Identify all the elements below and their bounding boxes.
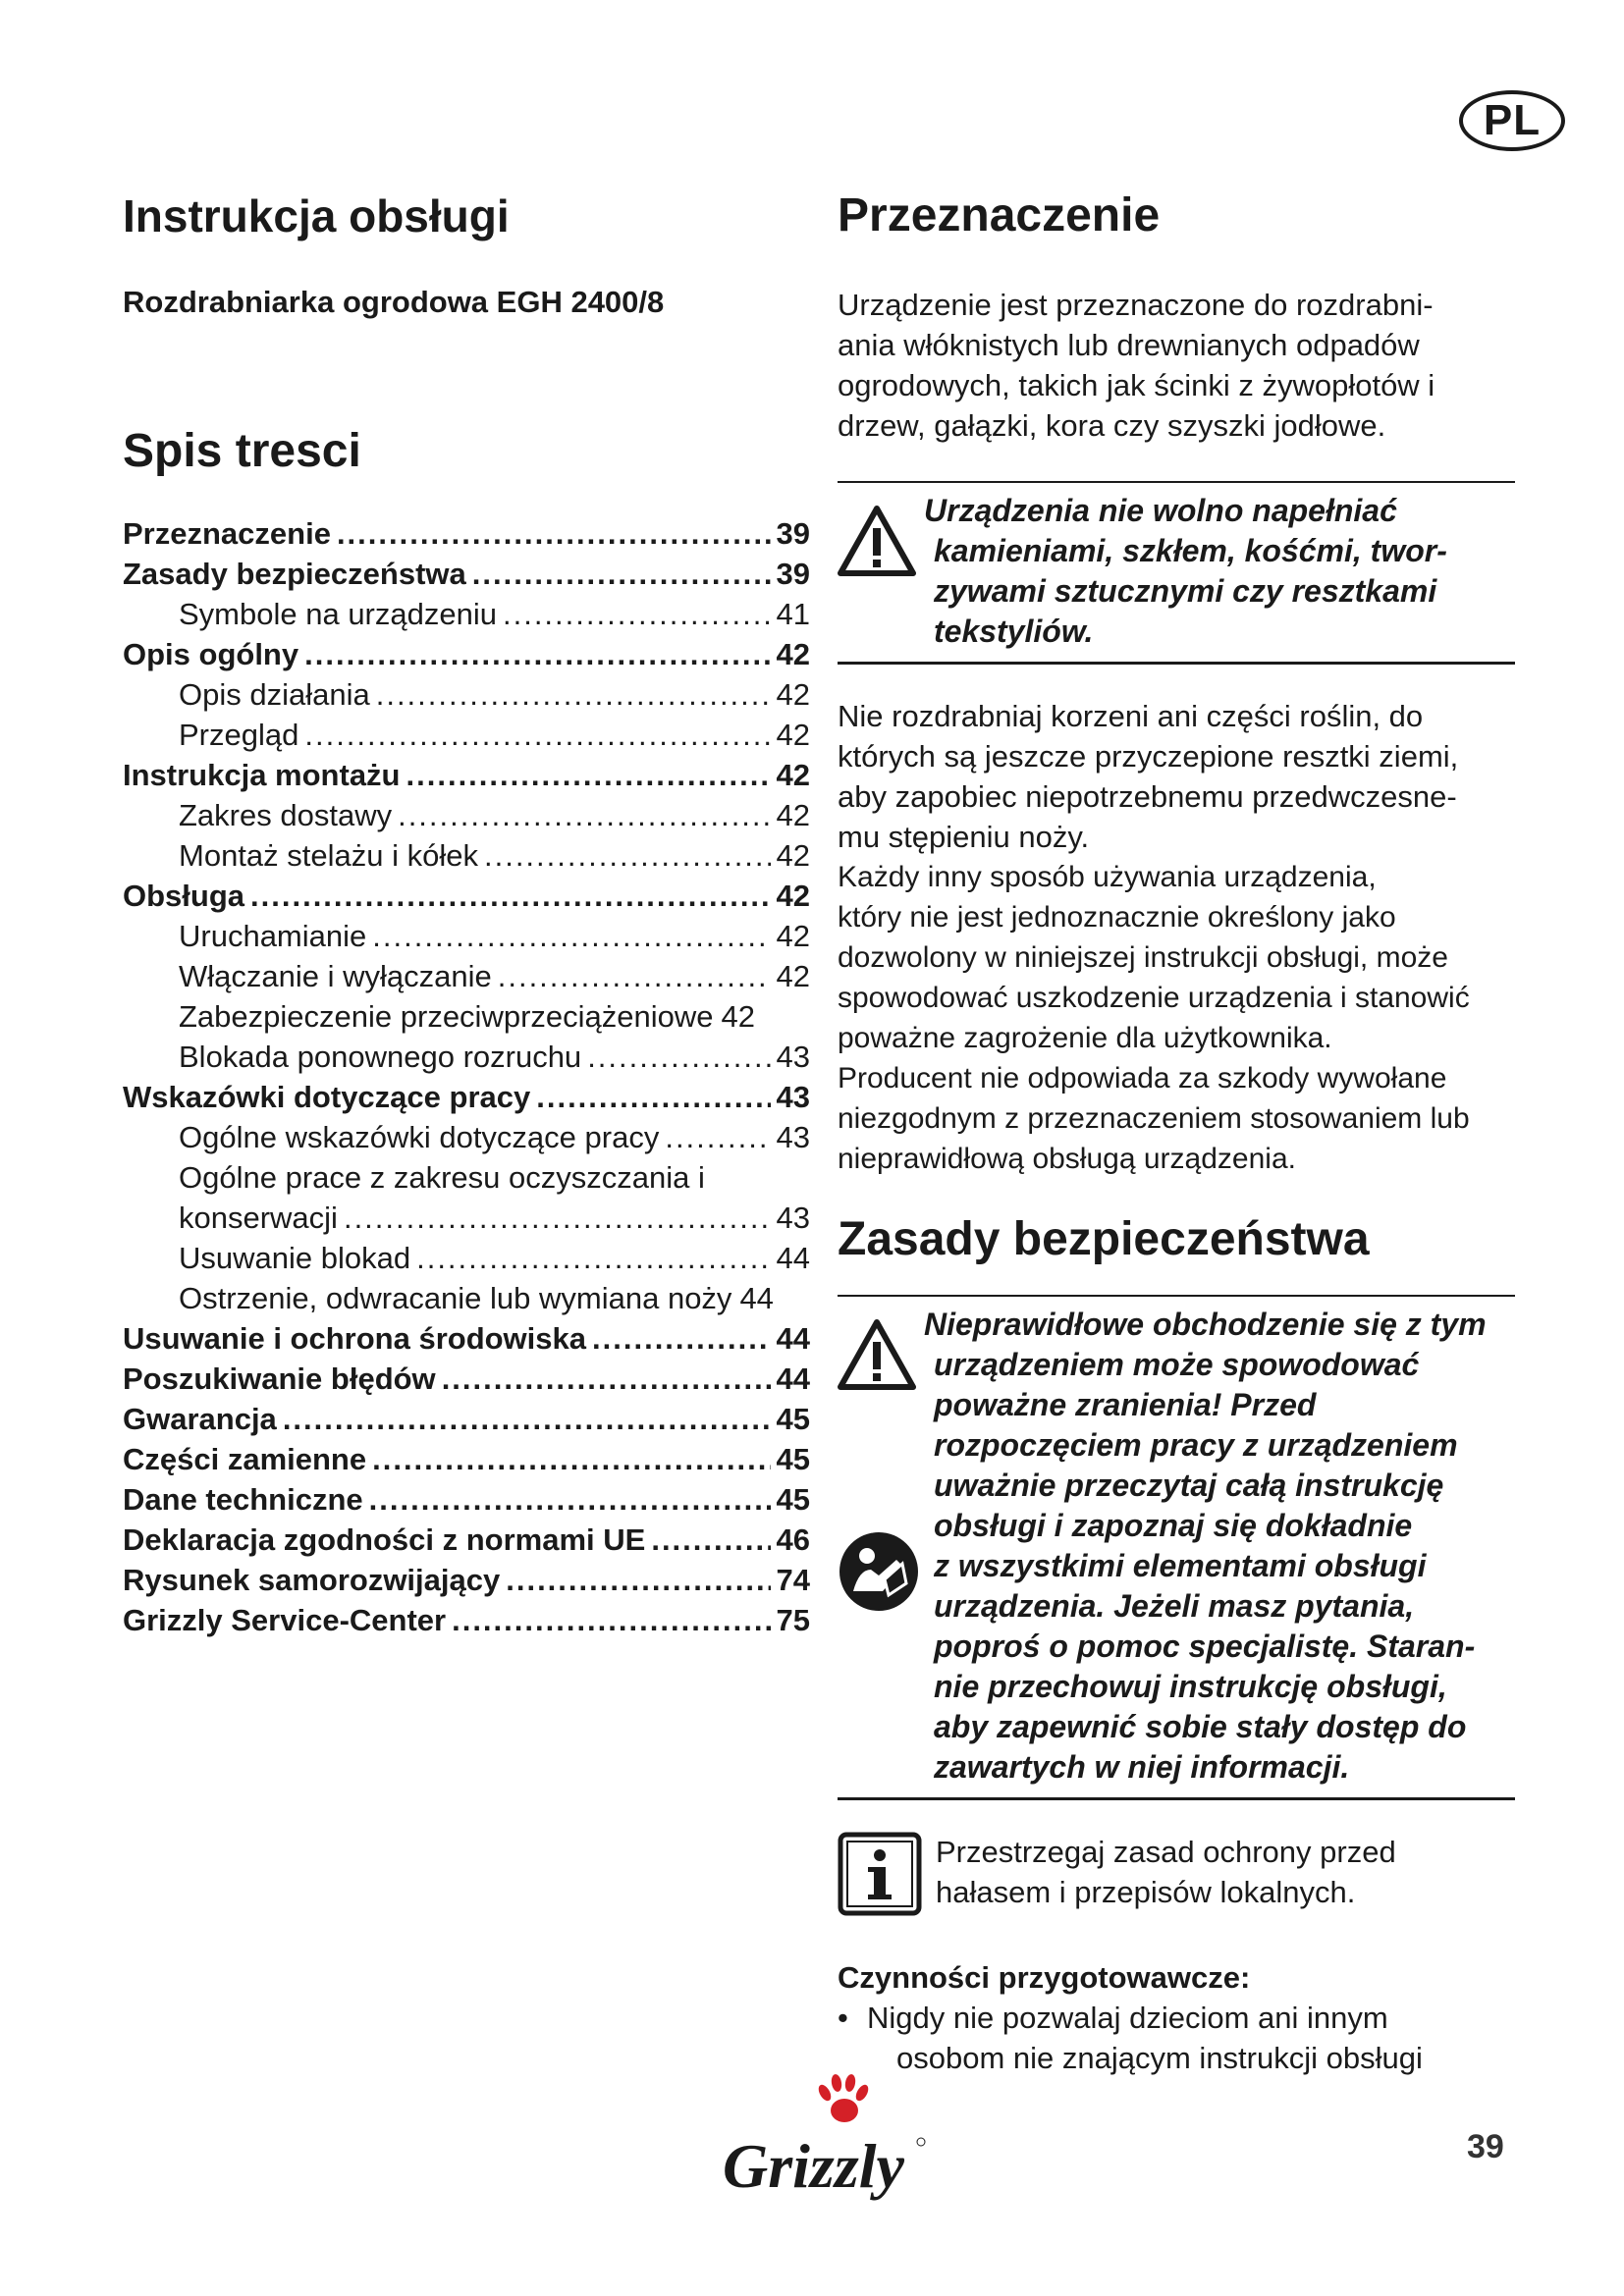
purpose-paragraph-2: Nie rozdrabniaj korzeni ani części roślin, do których są jeszcze przyczepione resztki ziemi, aby zapobiec niepotrzebnemu przedwczesne- mu stępieniu noży. <box>838 699 1459 854</box>
toc-subentry[interactable]: Zakres dostawy ..... 42 <box>123 798 810 838</box>
divider <box>838 1797 1515 1800</box>
grizzly-logo <box>715 2071 931 2209</box>
toc-entry[interactable]: Obsługa ..... 42 <box>123 879 810 919</box>
left-column <box>123 187 810 1643</box>
read-manual-icon <box>838 1530 920 1613</box>
toc-entry[interactable]: Rysunek samorozwijający ..... 74 <box>123 1563 810 1603</box>
toc-entry[interactable]: Zasady bezpieczeństwa ..... 39 <box>123 557 810 597</box>
toc-entry[interactable]: Usuwanie i ochrona środowiska ..... 44 <box>123 1321 810 1362</box>
product-subtitle: Rozdrabniarka ogrodowa EGH 2400/8 <box>123 285 665 319</box>
section-title-safety: Zasady bezpieczeństwa <box>838 1213 1370 1265</box>
toc-subentry[interactable]: Ostrzenie, odwracanie lub wymiana noży 44 <box>179 1281 774 1315</box>
toc-subentry[interactable]: Włączanie i wyłączanie ..... 42 <box>123 959 810 999</box>
toc-entry[interactable]: Grizzly Service-Center ..... 75 <box>123 1603 810 1643</box>
toc-entry[interactable]: Opis ogólny ..... 42 <box>123 637 810 677</box>
toc-entry[interactable]: Wskazówki dotyczące pracy ..... 43 <box>123 1080 810 1120</box>
toc-entry[interactable]: Deklaracja zgodności z normami UE ..... 46 <box>123 1522 810 1563</box>
toc-entry[interactable]: Gwarancja ..... 45 <box>123 1402 810 1442</box>
toc-subentry[interactable]: Uruchamianie ..... 42 <box>123 919 810 959</box>
table-of-contents <box>123 516 810 1643</box>
toc-subentry[interactable]: Zabezpieczenie przeciwprzeciążeniowe 42 <box>179 999 755 1034</box>
toc-subentry[interactable]: Symbole na urządzeniu ..... 41 <box>123 597 810 637</box>
warning-triangle-icon <box>838 1318 916 1391</box>
purpose-paragraph: Urządzenie jest przeznaczone do rozdrabni- ania włóknistych lub drewnianych odpadów ogrodowych, takich jak ścinki z żywopłotów i drzew, gałązki, kora czy szyszki jodłowe. <box>838 288 1435 443</box>
toc-entry[interactable]: Przeznaczenie ..... 39 <box>123 516 810 557</box>
page-number: 39 <box>1467 2128 1504 2165</box>
toc-subentry[interactable]: konserwacji ..... 43 <box>123 1201 810 1241</box>
toc-subentry[interactable]: Blokada ponownego rozruchu ..... 43 <box>123 1040 810 1080</box>
divider <box>838 662 1515 665</box>
toc-title: Spis tresci <box>123 425 361 477</box>
warning-triangle-icon <box>838 505 916 577</box>
warning-box: Urządzenia nie wolno napełniać kamieniami, szkłem, kośćmi, twor- zywami sztucznymi czy resztkami tekstyliów. <box>838 483 1515 662</box>
toc-entry[interactable]: Dane techniczne ..... 45 <box>123 1482 810 1522</box>
toc-subentry[interactable]: Usuwanie blokad ..... 44 <box>123 1241 810 1281</box>
toc-subentry[interactable]: Przegląd ..... 42 <box>123 718 810 758</box>
toc-subentry[interactable]: Montaż stelażu i kółek ..... 42 <box>123 838 810 879</box>
toc-entry[interactable]: Instrukcja montażu ..... 42 <box>123 758 810 798</box>
svg-text:Grizzly: Grizzly <box>723 2131 904 2201</box>
info-box: Przestrzegaj zasad ochrony przed hałasem i przepisów lokalnych. <box>838 1832 1515 1916</box>
safety-warning-box: Nieprawidłowe obchodzenie się z tym urządzeniem może spowodować poważne zranienia! Przed rozpoczęciem pracy z urządzeniem uważnie przeczytaj całą instrukcję obsługi i zapoznaj się dokładnie z wszystkimi elementami obsługi urządzenia. Jeżeli masz pytania, poproś o pomoc specjalistę. Staran- nie przechowuj instrukcję obsługi, aby zapewnić sobie stały dostęp do zawartych w niej informacji. <box>838 1297 1515 1797</box>
bullet-icon: • <box>838 2001 848 2035</box>
toc-subentry[interactable]: Ogólne wskazówki dotyczące pracy ..... 43 <box>123 1120 810 1160</box>
document-title: Instrukcja obsługi <box>123 190 510 241</box>
purpose-paragraph-3: Każdy inny sposób używania urządzenia, który nie jest jednoznacznie określony jako dozwolony w niniejszej instrukcji obsługi, może spowodować uszkodzenie urządzenia i stanowić poważne zagrożenie dla użytkownika. Producent nie odpowiada za szkody wywołane niezgodnym z przeznaczeniem stosowaniem lub nieprawidłową obsługą urządzenia. <box>838 861 1470 1175</box>
language-badge: PL <box>1459 90 1565 151</box>
toc-subentry[interactable]: Opis działania ..... 42 <box>123 677 810 718</box>
toc-entry[interactable]: Poszukiwanie błędów ..... 44 <box>123 1362 810 1402</box>
right-column <box>838 187 1515 2078</box>
prep-title: Czynności przygotowawcze: <box>838 1960 1251 1995</box>
info-icon <box>838 1832 922 1916</box>
section-title-purpose: Przeznaczenie <box>838 189 1161 241</box>
toc-subentry[interactable]: Ogólne prace z zakresu oczyszczania i <box>179 1160 705 1195</box>
bullet-item: • Nigdy nie pozwalaj dzieciom ani innym osobom nie znającym instrukcji obsługi <box>838 1998 1515 2078</box>
toc-entry[interactable]: Części zamienne ..... 45 <box>123 1442 810 1482</box>
